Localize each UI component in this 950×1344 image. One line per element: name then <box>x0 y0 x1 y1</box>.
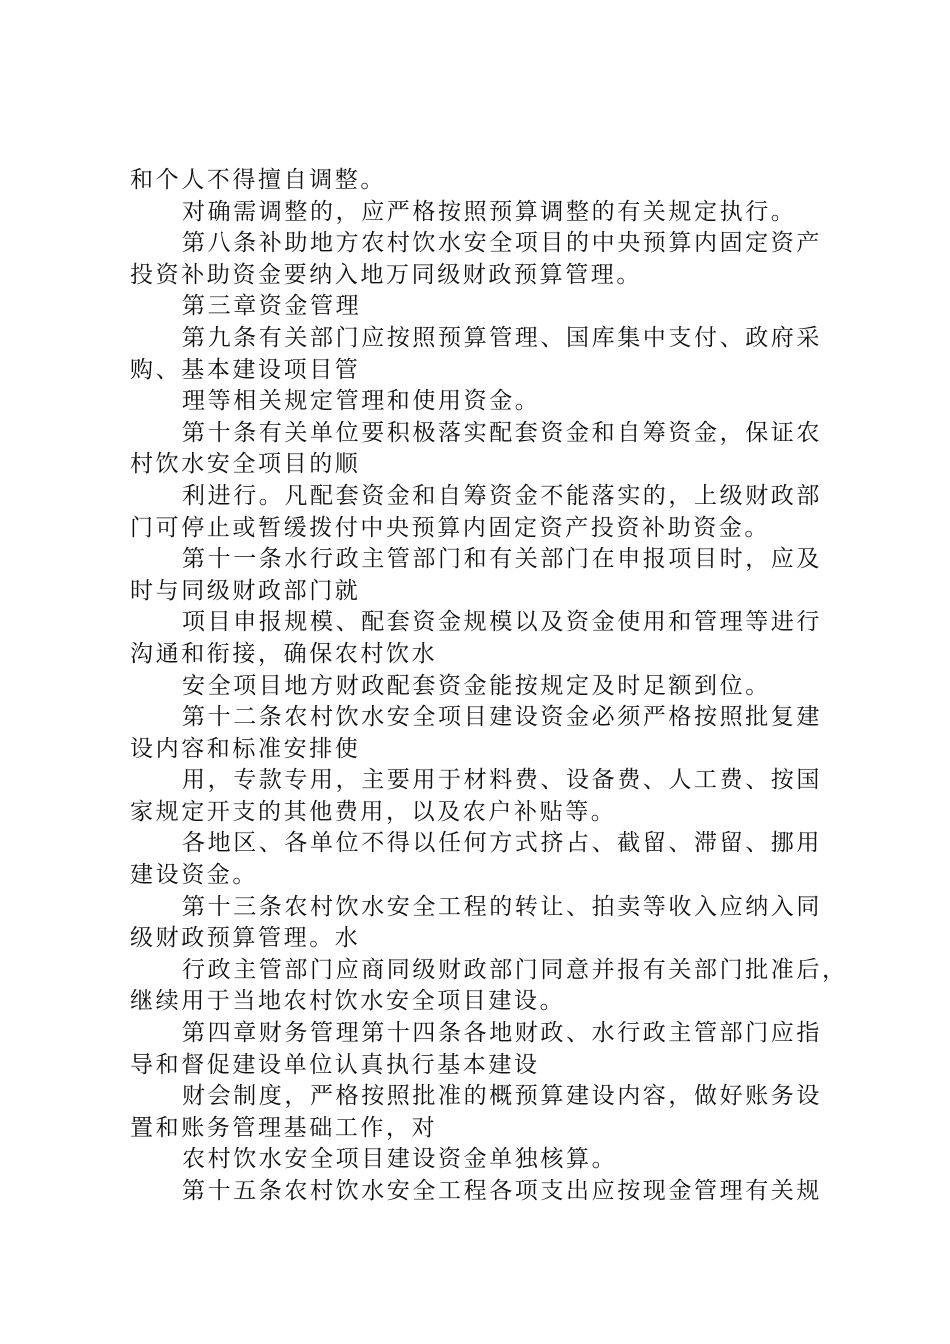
text-line: 安全项目地方财政配套资金能按规定及时足额到位。 <box>182 672 771 699</box>
text-line: 第十五条农村饮水安全工程各项支出应按现金管理有关规 <box>182 1178 822 1204</box>
text-line: 建设资金。 <box>130 862 258 889</box>
text-line: 对确需调整的，应严格按照预算调整的有关规定执行。 <box>182 198 797 225</box>
text-line: 购、基本建设项目管 <box>130 356 361 383</box>
text-line: 导和督促建设单位认真执行基本建设 <box>130 1051 540 1078</box>
text-line: 家规定开支的其他费用，以及农户补贴等。 <box>130 798 617 825</box>
text-line: 第八条补助地方农村饮水安全项目的中央预算内固定资产 <box>182 230 822 257</box>
text-line: 用，专款专用，主要用于材料费、设备费、人工费、按国 <box>182 767 822 794</box>
text-line: 第十二条农村饮水安全项目建设资金必须严格按照批复建 <box>182 704 822 731</box>
text-line: 置和账务管理基础工作，对 <box>130 1114 438 1141</box>
text-line: 设内容和标准安排使 <box>130 735 361 762</box>
text-line: 沟通和衔接，确保农村饮水 <box>130 640 438 667</box>
text-line: 门可停止或暂缓拨付中央预算内固定资产投资补助资金。 <box>130 514 770 541</box>
text-line: 利进行。凡配套资金和自筹资金不能落实的，上级财政部 <box>182 482 822 509</box>
text-line: 第三章资金管理 <box>182 293 362 320</box>
text-line: 各地区、各单位不得以任何方式挤占、截留、滞留、挪用 <box>182 830 822 857</box>
text-line: 第四章财务管理第十四条各地财政、水行政主管部门应指 <box>182 1020 822 1047</box>
text-line: 行政主管部门应商同级财政部门同意并报有关部门批准后， <box>182 956 848 983</box>
text-line: 第十一条水行政主管部门和有关部门在申报项目时，应及 <box>182 546 822 573</box>
text-line: 时与同级财政部门就 <box>130 577 361 604</box>
text-line: 农村饮水安全项目建设资金单独核算。 <box>182 1146 618 1173</box>
text-line: 投资补助资金要纳入地万同级财政预算管理。 <box>130 261 642 288</box>
text-line: 财会制度，严格按照批准的概预算建设内容，做好账务设 <box>182 1083 822 1110</box>
text-line: 和个人不得擅自调整。 <box>130 167 386 193</box>
text-line: 村饮水安全项目的顺 <box>130 451 361 478</box>
text-line: 第九条有关部门应按照预算管理、国库集中支付、政府采 <box>182 324 822 351</box>
text-line: 项目申报规模、配套资金规模以及资金使用和管理等进行 <box>182 609 822 636</box>
document-body <box>130 165 848 1208</box>
text-line: 理等相关规定管理和使用资金。 <box>182 388 541 415</box>
text-line: 级财政预算管理。水 <box>130 925 361 952</box>
text-line: 继续用于当地农村饮水安全项目建设。 <box>130 988 566 1015</box>
text-line: 第十条有关单位要积极落实配套资金和自筹资金，保证农 <box>182 419 822 446</box>
text-line: 第十三条农村饮水安全工程的转让、拍卖等收入应纳入同 <box>182 893 822 920</box>
